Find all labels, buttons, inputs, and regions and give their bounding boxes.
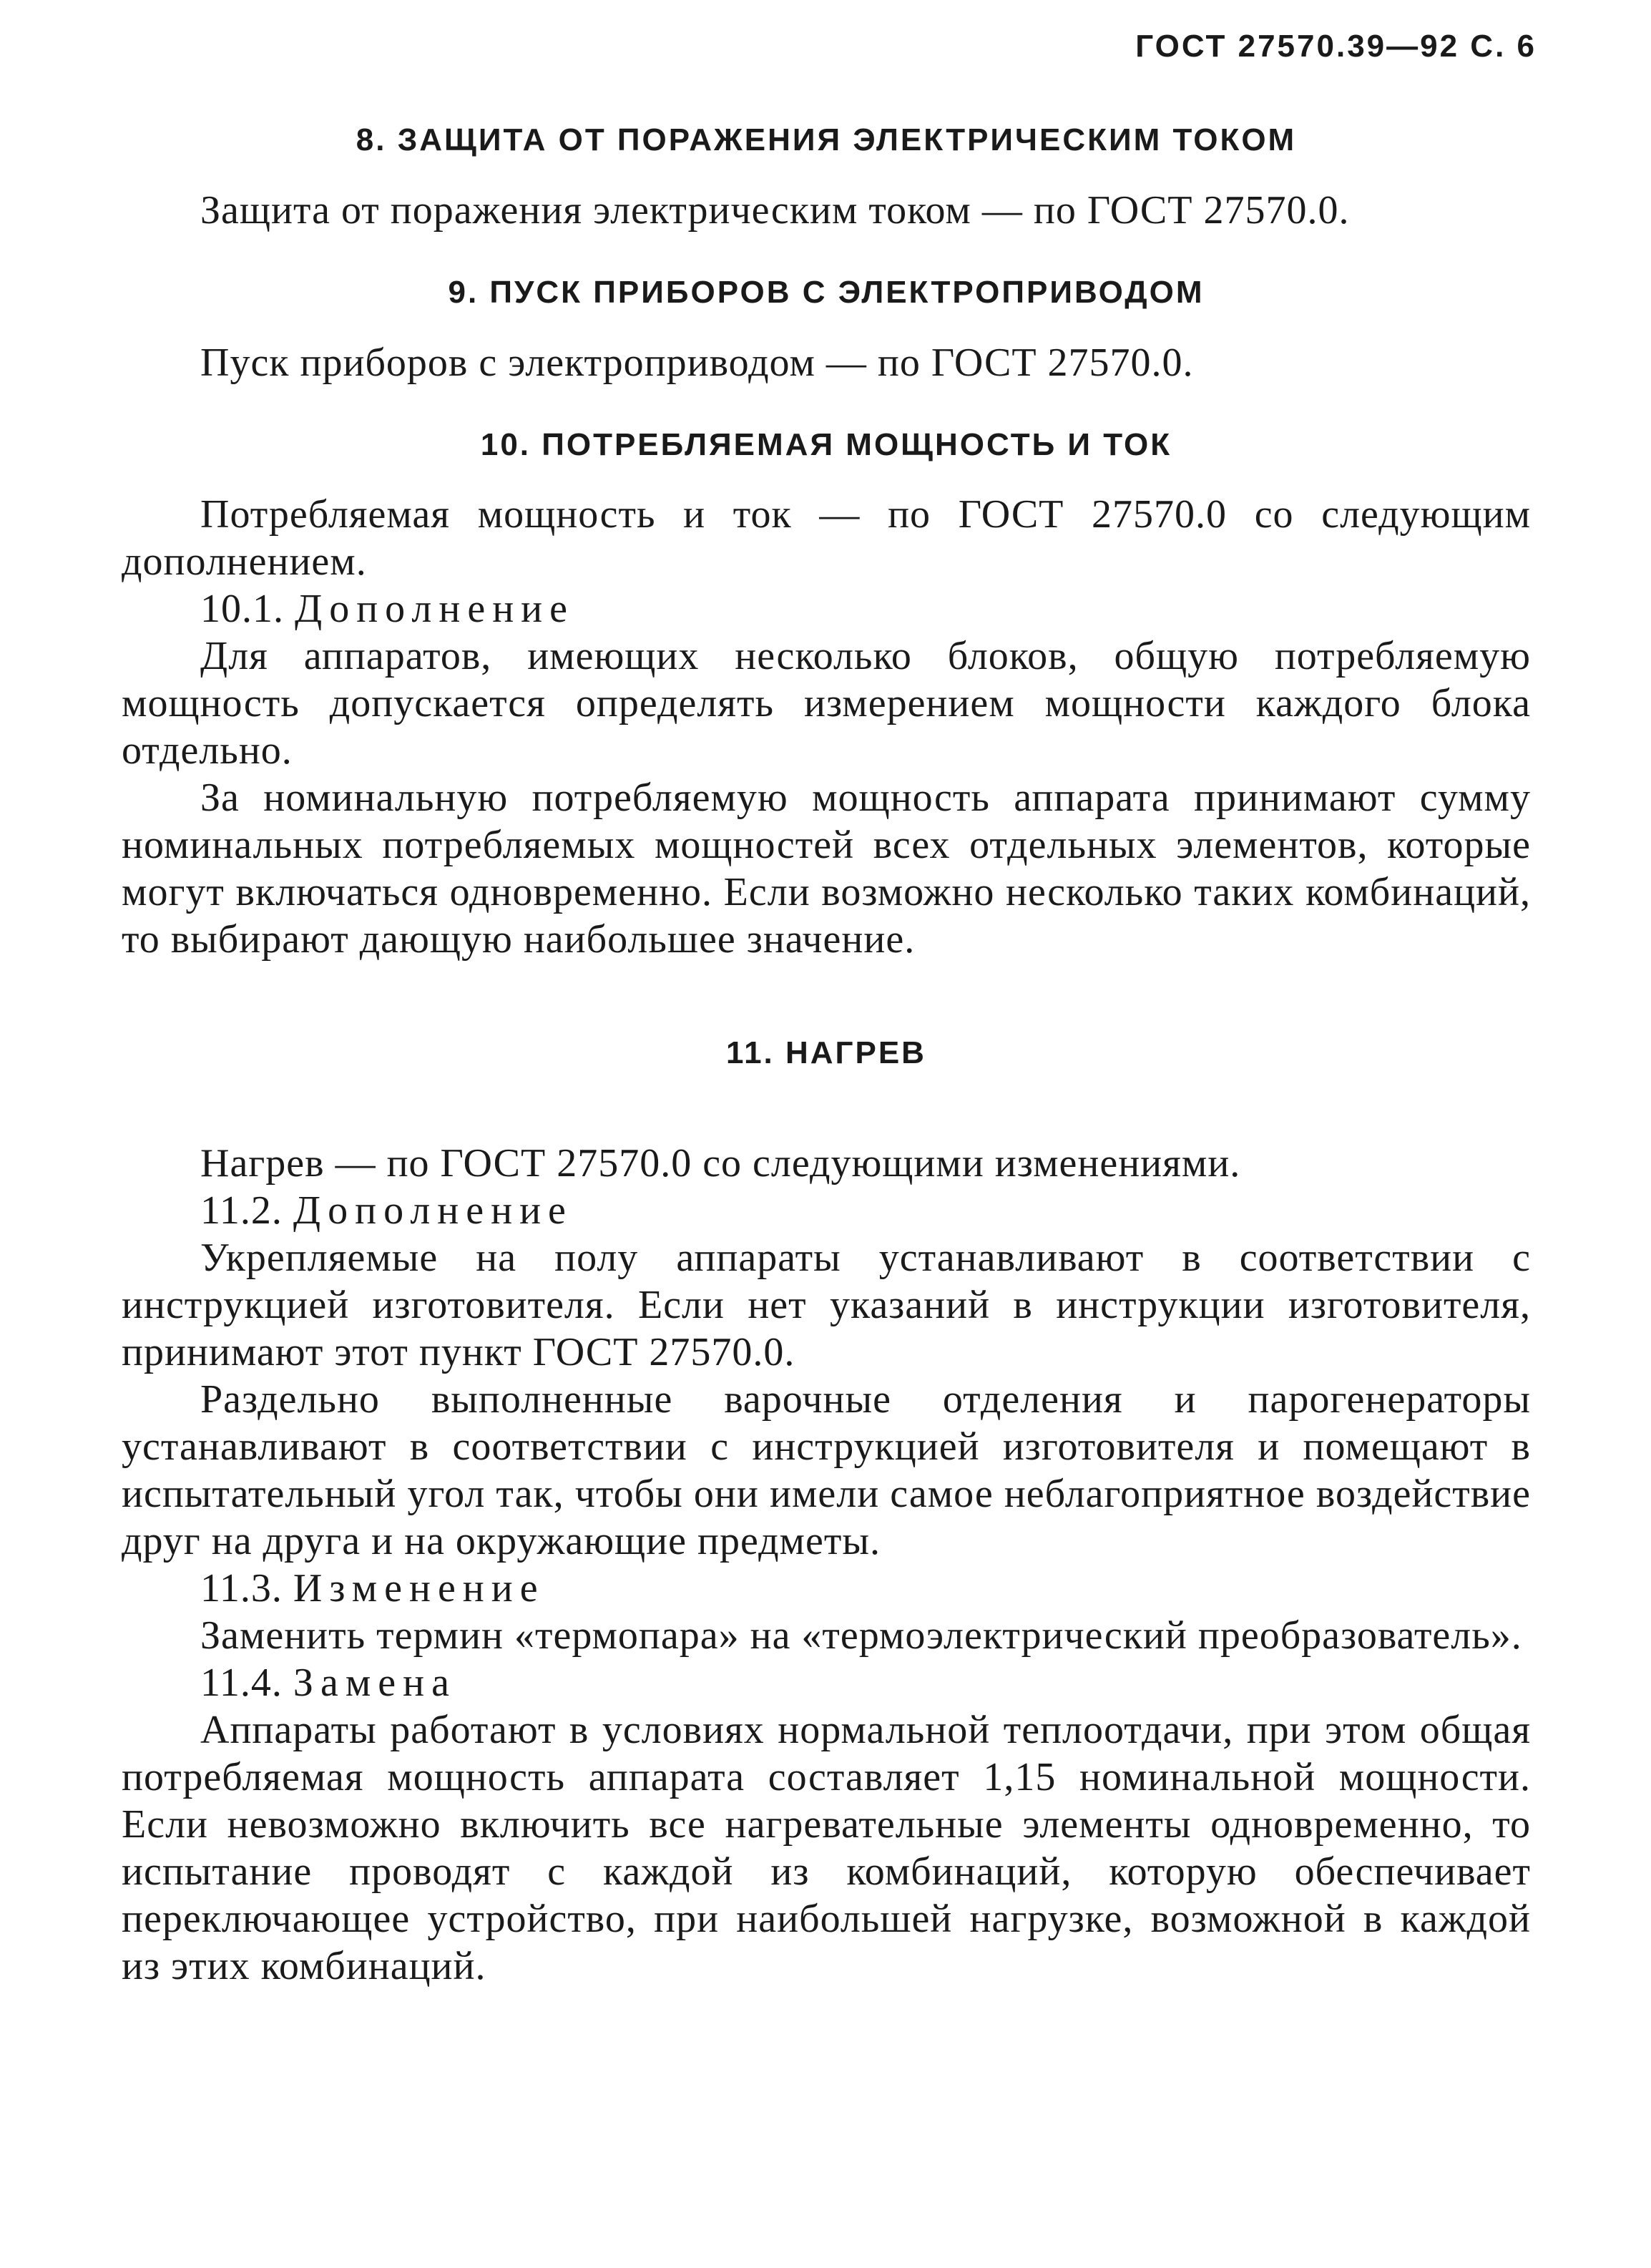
clause-10-1-paragraph-2: За номинальную потребляемую мощность аппарата принимают сумму номинальных потребляемых мощностей всех отдельных элементов, которые могут включаться одновременно. Если возможно несколько таких комбинаций, то выбирают дающую наибольшее значение.: [122, 776, 1531, 962]
clause-title: Замена: [293, 1661, 456, 1706]
clause-11-2-paragraph-1: Укрепляемые на полу аппараты устанавливают в соответствии с инструкцией изготовителя. Если нет указаний в инструкции изготовителя, принимают этот пункт ГОСТ 27570.0.: [122, 1236, 1531, 1375]
section-11-text: Нагрев — по ГОСТ 27570.0 со следующими изменениями.: [200, 1141, 1241, 1186]
clause-title: Дополнение: [295, 587, 574, 632]
section-8-heading: 8. ЗАЩИТА ОТ ПОРАЖЕНИЯ ЭЛЕКТРИЧЕСКИМ ТОКОМ: [356, 122, 1297, 157]
page-header: ГОСТ 27570.39—92 С. 6: [1135, 29, 1537, 64]
clause-11-4-paragraph-1: Аппараты работают в условиях нормальной теплоотдачи, при этом общая потребляемая мощность аппарата составляет 1,15 номинальной мощности. Если невозможно включить все нагревательные элементы одновременно, то испытание проводят с каждой из комбинаций, которую обеспечивает переключающее устройство, при наибольшей нагрузке, возможной в каждой из этих комбинаций.: [122, 1708, 1531, 1989]
section-10-heading: 10. ПОТРЕБЛЯЕМАЯ МОЩНОСТЬ И ТОК: [480, 426, 1172, 462]
clause-number: 11.3.: [200, 1566, 283, 1611]
clause-11-4-title: [122, 1659, 1531, 1706]
clause-title: Дополнение: [293, 1188, 573, 1233]
document-body: [122, 122, 1531, 1990]
section-10-text: Потребляемая мощность и ток — по ГОСТ 27570.0 со следующим дополнением.: [122, 492, 1531, 585]
clause-title: Изменение: [293, 1566, 545, 1611]
section-9-text: Пуск приборов с электроприводом — по ГОСТ 27570.0.: [200, 340, 1194, 385]
section-11-heading: 11. НАГРЕВ: [726, 1035, 926, 1071]
section-9-heading: 9. ПУСК ПРИБОРОВ С ЭЛЕКТРОПРИВОДОМ: [448, 274, 1205, 310]
clause-11-3-title: [122, 1565, 1531, 1612]
clause-11-2-title: [122, 1187, 1531, 1234]
clause-10-1-title: [122, 585, 1531, 632]
clause-number: 11.4.: [200, 1661, 283, 1706]
clause-number: 11.2.: [200, 1188, 283, 1233]
clause-11-2-paragraph-2: Раздельно выполненные варочные отделения и парогенераторы устанавливают в соответствии с инструкцией изготовителя и помещают в испытательный угол так, чтобы они имели самое неблагоприятное воздействие друг на друга и на окружающие предметы.: [122, 1377, 1531, 1564]
clause-10-1-paragraph-1: Для аппаратов, имеющих несколько блоков, общую потребляемую мощность допускается определять измерением мощности каждого блока отдельно.: [122, 634, 1531, 773]
clause-number: 10.1.: [200, 587, 284, 632]
clause-11-3-paragraph-1: Заменить термин «термопара» на «термоэлектрический преобразователь».: [200, 1613, 1522, 1658]
section-8-text: Защита от поражения электрическим током — по ГОСТ 27570.0.: [200, 187, 1350, 233]
